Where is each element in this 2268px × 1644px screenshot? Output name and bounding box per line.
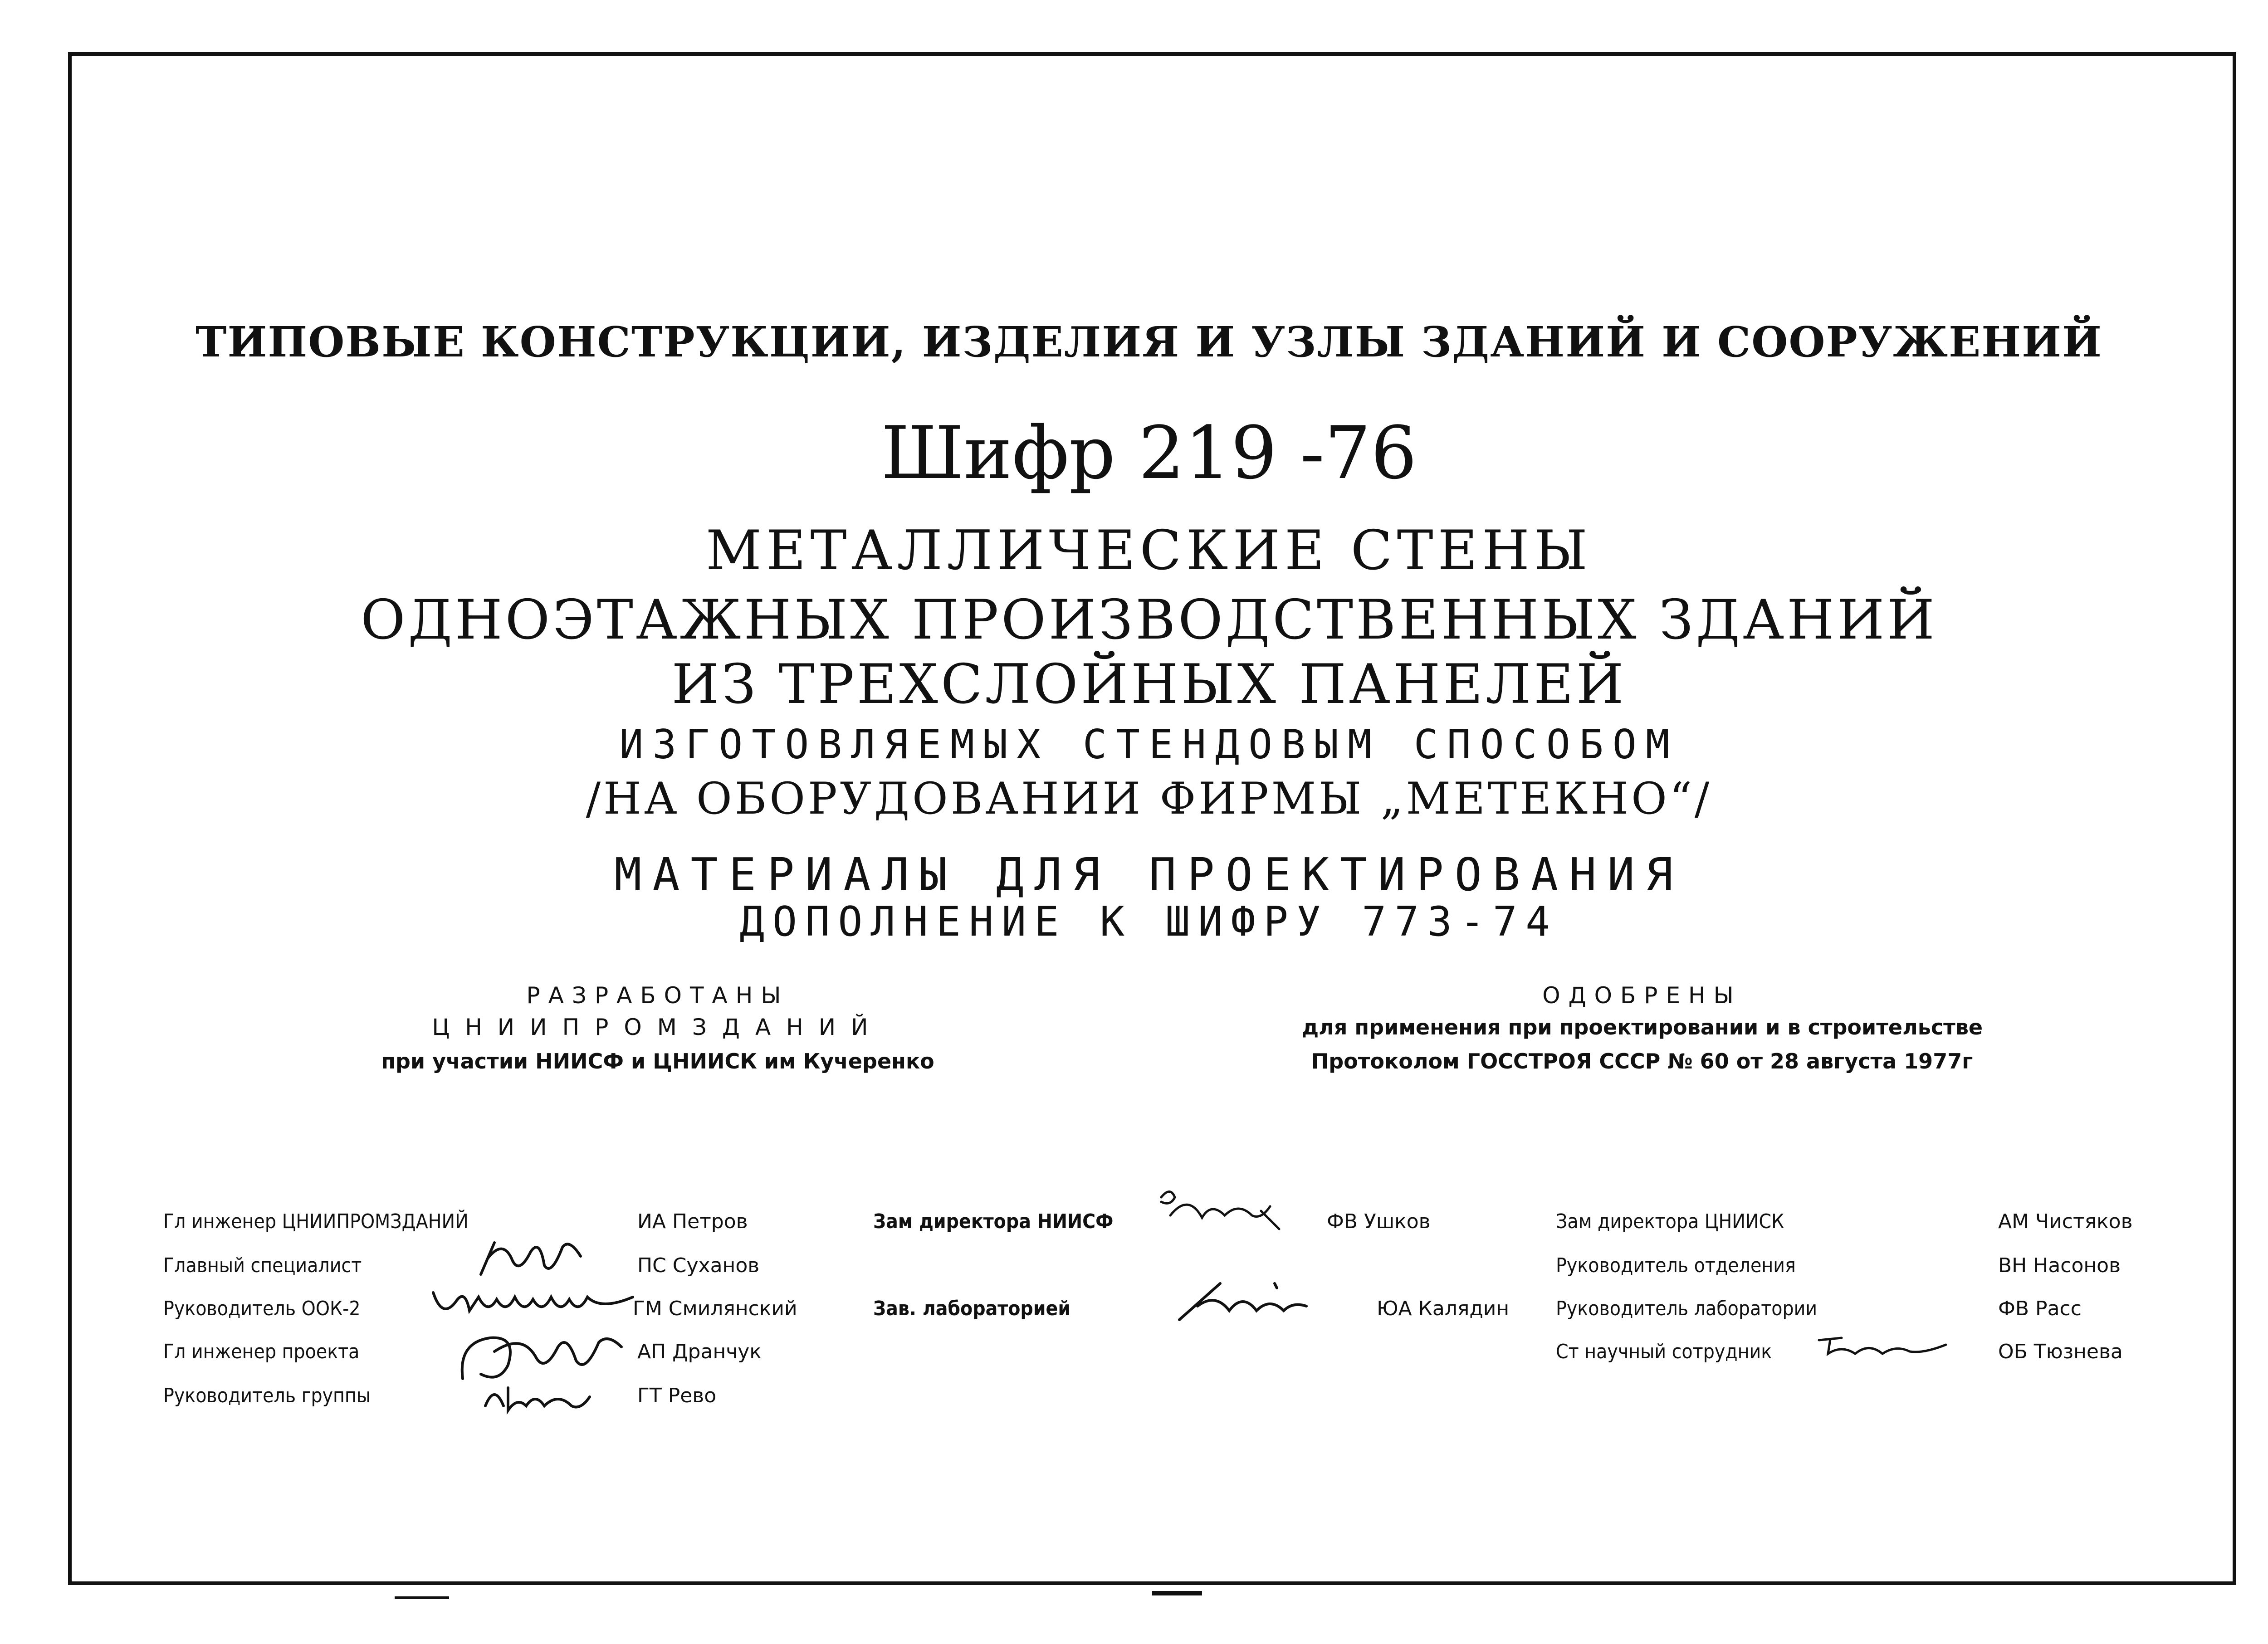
signatory-name: АП Дранчук — [637, 1340, 762, 1363]
signatory-name: ГТ Рево — [637, 1384, 717, 1407]
approval-purpose: для применения при проектировании и в строительстве — [1302, 1015, 1983, 1039]
series-title: ТИПОВЫЕ КОНСТРУКЦИИ, ИЗДЕЛИЯ И УЗЛЫ ЗДАНИЙ И СООРУЖЕНИЙ — [196, 317, 2102, 366]
signature-position: Руководитель группы — [163, 1384, 371, 1407]
handwritten-signature — [476, 1234, 585, 1285]
handwritten-signature — [1152, 1184, 1288, 1235]
signature-position: Главный специалист — [163, 1254, 362, 1277]
signatory-name: ПС Суханов — [637, 1254, 760, 1277]
handwritten-signature — [1175, 1274, 1311, 1326]
handwritten-signature — [1814, 1327, 1950, 1365]
signature-position: Зав. лабораторией — [873, 1297, 1071, 1320]
signature-position: Руководитель отделения — [1556, 1254, 1796, 1277]
handwritten-signature — [429, 1283, 637, 1326]
signature-position: Руководитель лаборатории — [1556, 1297, 1818, 1320]
developer-participation: при участии НИИСФ и ЦНИИСК им Кучеренко — [381, 1049, 934, 1073]
signature-position: Ст научный сотрудник — [1556, 1340, 1772, 1363]
signature-position: Зам директора НИИСФ — [873, 1210, 1114, 1233]
approved-heading: ОДОБРЕНЫ — [1542, 982, 1742, 1009]
title-line-3: ИЗ ТРЕХСЛОЙНЫХ ПАНЕЛЕЙ — [671, 653, 1627, 716]
subtitle-line-2: /НА ОБОРУДОВАНИИ ФИРМЫ „МЕТЕКНО“/ — [586, 773, 1712, 824]
signatory-name: ИА Петров — [637, 1210, 748, 1233]
signatory-name: ГМ Смилянский — [633, 1297, 797, 1320]
handwritten-signature — [481, 1379, 594, 1417]
signatory-name: АМ Чистяков — [1998, 1210, 2133, 1233]
signatory-name: ФВ Ушков — [1327, 1210, 1431, 1233]
title-line-2: ОДНОЭТАЖНЫХ ПРОИЗВОДСТВЕННЫХ ЗДАНИЙ — [361, 589, 1937, 652]
approval-protocol: Протоколом ГОССТРОЯ СССР № 60 от 28 августа 1977г — [1311, 1049, 1973, 1073]
signatory-name: ОБ Тюзнева — [1998, 1340, 2123, 1363]
frame-scrap-mark — [1152, 1591, 1202, 1595]
materials-heading: МАТЕРИАЛЫ ДЛЯ ПРОЕКТИРОВАНИЯ — [614, 848, 1684, 901]
frame-scrap-mark — [395, 1596, 449, 1599]
developed-heading: РАЗРАБОТАНЫ — [526, 982, 789, 1009]
document-code: Шифр 219 -76 — [881, 410, 1417, 495]
signature-position: Руководитель ООК-2 — [163, 1297, 361, 1320]
signature-position: Гл инженер проекта — [163, 1340, 360, 1363]
signature-position: Зам директора ЦНИИСК — [1556, 1210, 1784, 1233]
supplement-note: ДОПОЛНЕНИЕ К ШИФРУ 773-74 — [739, 898, 1559, 946]
signature-position: Гл инженер ЦНИИПРОМЗДАНИЙ — [163, 1210, 469, 1233]
approved-block — [1302, 980, 1982, 1079]
developer-org: ЦНИИПРОМЗДАНИЙ — [432, 1014, 884, 1040]
signatory-name: ЮА Калядин — [1377, 1297, 1510, 1320]
title-line-1: МЕТАЛЛИЧЕСКИЕ СТЕНЫ — [706, 519, 1592, 582]
signatory-name: ВН Насонов — [1998, 1254, 2121, 1277]
developed-block — [345, 980, 971, 1079]
subtitle-line-1: ИЗГОТОВЛЯЕМЫХ СТЕНДОВЫМ СПОСОБОМ — [619, 721, 1679, 768]
signatory-name: ФВ Расс — [1998, 1297, 2082, 1320]
